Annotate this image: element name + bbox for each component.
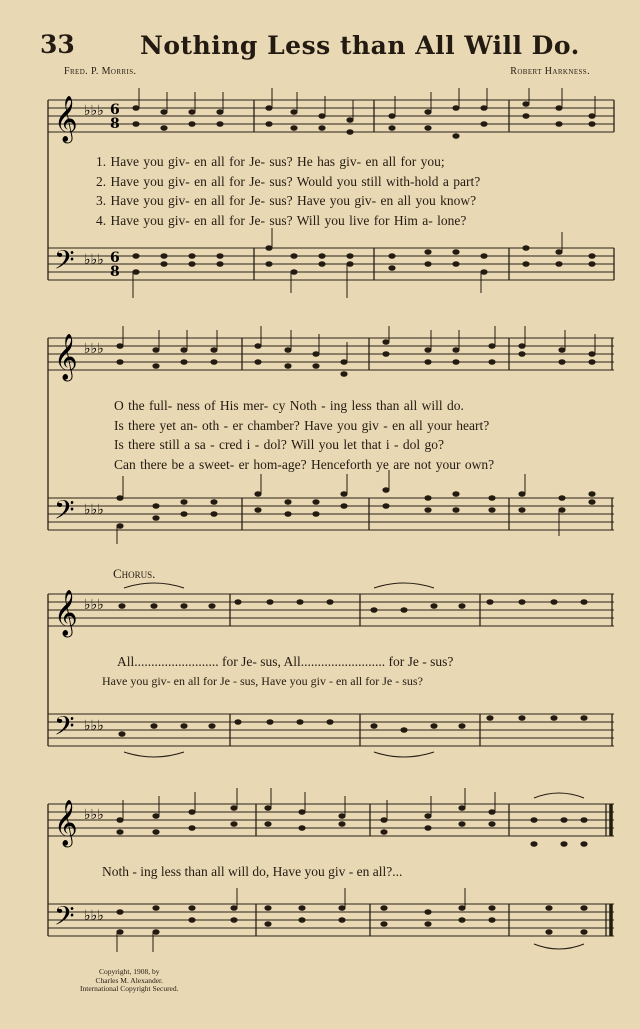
verse-line: Is there yet an- oth - er chamber? Have you giv - en all your heart? bbox=[114, 417, 490, 433]
key-signature-flats: ♭♭♭ bbox=[84, 103, 104, 119]
verse-line: Can there be a sweet- er hom-age? Henceforth ye are not your own? bbox=[114, 456, 495, 472]
chorus-echo-lyrics: Have you giv- en all for Je - sus, Have you giv - en all for Je - sus? bbox=[102, 674, 423, 688]
verses-system-1 bbox=[96, 154, 640, 232]
bass-staff bbox=[48, 498, 614, 530]
verse-line: 4. Have you giv- en all for Je- sus? Will you live for Him a- lone? bbox=[96, 212, 467, 228]
verse-line: Is there still a sa - cred i - dol? Will you let that i - dol go? bbox=[114, 437, 444, 452]
bass-staff bbox=[48, 904, 614, 936]
treble-clef-icon: 𝄞 bbox=[54, 800, 78, 846]
bass-clef-icon: 𝄢 bbox=[54, 494, 75, 532]
bass-clef-icon: 𝄢 bbox=[54, 244, 75, 282]
svg-text:♭♭♭: ♭♭♭ bbox=[84, 252, 104, 268]
chorus-label: Chorus. bbox=[113, 566, 156, 581]
svg-text:♭♭♭: ♭♭♭ bbox=[84, 341, 104, 357]
svg-text:6: 6 bbox=[110, 250, 120, 266]
bass-staff bbox=[48, 714, 614, 746]
tie-icon bbox=[124, 583, 184, 588]
fermata-tie-icon bbox=[534, 793, 584, 798]
copyright-notice: Copyright, 1908, by Charles M. Alexander. International Copyright Secured. bbox=[80, 967, 179, 993]
treble-staff bbox=[48, 804, 614, 836]
chorus-melody-lyrics: All......................... for Je- sus, All......................... for Je - sus? bbox=[117, 654, 454, 669]
svg-text:8: 8 bbox=[110, 116, 120, 132]
svg-text:8: 8 bbox=[110, 264, 120, 280]
svg-text:♭♭♭: ♭♭♭ bbox=[84, 502, 104, 518]
verse-line: 3. Have you giv- en all for Je- sus? Have you giv- en all you know? bbox=[96, 193, 477, 208]
music-system-chorus bbox=[44, 578, 616, 778]
treble-clef-icon: 𝄞 bbox=[54, 590, 78, 636]
hymn-number: 33 bbox=[40, 30, 75, 59]
treble-clef-icon: 𝄞 bbox=[54, 96, 78, 142]
verses-system-2 bbox=[114, 398, 640, 476]
final-lyric-line: Noth - ing less than all will do, Have you giv - en all?... bbox=[102, 864, 403, 879]
time-signature: 6 bbox=[110, 102, 120, 118]
verse-line: O the full- ness of His mer- cy Noth - ing less than all will do. bbox=[114, 398, 464, 413]
bass-clef-icon: 𝄢 bbox=[54, 900, 75, 938]
treble-staff bbox=[48, 338, 614, 370]
verse-line: 2. Have you giv- en all for Je- sus? Would you still with-hold a part? bbox=[96, 173, 481, 189]
svg-text:♭♭♭: ♭♭♭ bbox=[84, 597, 104, 613]
treble-clef-icon: 𝄞 bbox=[54, 334, 78, 380]
composer-credit: Robert Harkness. bbox=[510, 66, 590, 77]
music-system-final bbox=[44, 782, 616, 962]
hymn-title: Nothing Less than All Will Do. bbox=[140, 31, 580, 60]
verse-line: 1. Have you giv- en all for Je- sus? He has giv- en all for you; bbox=[96, 154, 445, 169]
svg-text:♭♭♭: ♭♭♭ bbox=[84, 908, 104, 924]
lyricist-credit: Fred. P. Morris. bbox=[64, 66, 137, 77]
music-system-2 bbox=[44, 326, 616, 546]
treble-staff bbox=[48, 594, 614, 626]
bass-clef-icon: 𝄢 bbox=[54, 710, 75, 748]
tie-icon bbox=[374, 583, 434, 588]
svg-text:♭♭♭: ♭♭♭ bbox=[84, 807, 104, 823]
music-system-1 bbox=[44, 88, 616, 308]
svg-text:♭♭♭: ♭♭♭ bbox=[84, 718, 104, 734]
